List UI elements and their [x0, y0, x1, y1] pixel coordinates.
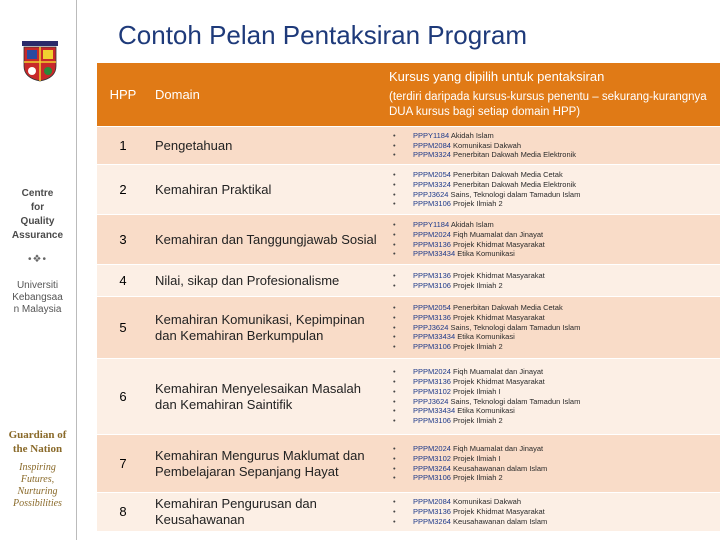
university-name: [0, 280, 75, 316]
course-code: PPPM2054: [413, 169, 451, 179]
course-title: Penerbitan Dakwah Media Cetak: [453, 303, 563, 312]
course-title: Sains, Teknologi dalam Tamadun Islam: [450, 396, 581, 406]
course-code: PPPM3106: [413, 473, 451, 483]
table-row: [97, 265, 720, 297]
domain-name: Kemahiran dan Tanggungjawab Sosial: [149, 215, 383, 265]
course-item: [393, 444, 720, 454]
course-item: [393, 170, 720, 180]
course-item: [393, 377, 720, 387]
course-list-cell: [383, 435, 720, 493]
course-code: PPPM3106: [413, 199, 451, 209]
course-code: PPPM3324: [413, 150, 451, 160]
course-title: Projek Khidmat Masyarakat: [453, 376, 545, 386]
university-line: Universiti: [16, 280, 59, 291]
course-item: [393, 507, 720, 517]
course-title: Komunikasi Dakwah: [453, 140, 521, 150]
course-item: [393, 473, 720, 483]
course-title: Keusahawanan dalam Islam: [453, 463, 548, 473]
course-code: PPPJ3624: [413, 189, 449, 199]
course-code: PPPM2024: [413, 367, 451, 377]
course-code: PPPM3136: [413, 270, 451, 280]
course-item: [393, 220, 720, 230]
course-code: PPPM3136: [413, 239, 451, 249]
table-row: [97, 359, 720, 435]
header-domain: Domain: [149, 63, 383, 127]
course-list-cell: [383, 215, 720, 265]
course-item: [393, 303, 720, 313]
course-title: Etika Komunikasi: [457, 332, 515, 342]
course-item: [393, 332, 720, 342]
guardian-line: the Nation: [12, 443, 63, 455]
course-item: [393, 141, 720, 151]
course-item: [393, 342, 720, 352]
table-header-row: [97, 63, 720, 127]
course-item: [393, 397, 720, 407]
table-row: [97, 435, 720, 493]
course-list: [383, 170, 720, 209]
table-row: [97, 165, 720, 215]
course-item: [393, 313, 720, 323]
course-title: Projek Ilmiah 2: [453, 280, 503, 290]
course-list-cell: [383, 265, 720, 297]
course-code: PPPM2084: [413, 497, 451, 507]
header-kursus-title: Kursus yang dipilih untuk pentaksiran: [389, 69, 605, 84]
course-code: PPPJ3624: [413, 322, 449, 332]
course-code: PPPM2054: [413, 303, 451, 312]
course-code: PPPM2084: [413, 140, 451, 150]
hpp-number: 1: [97, 127, 149, 165]
course-title: Penerbitan Dakwah Media Elektronik: [453, 179, 577, 189]
course-title: Projek Ilmiah 2: [453, 199, 503, 209]
course-title: Akidah Islam: [450, 219, 494, 229]
course-item: [393, 323, 720, 333]
hpp-number: 8: [97, 493, 149, 531]
inspiring-line: Futures,: [20, 474, 55, 485]
hpp-number: 5: [97, 297, 149, 359]
course-code: PPPM3106: [413, 280, 451, 290]
domain-name: Pengetahuan: [149, 127, 383, 165]
table-row: [97, 297, 720, 359]
table-body: [97, 127, 720, 531]
course-code: PPPM3106: [413, 342, 451, 352]
inspiring-line: Possibilities: [13, 498, 62, 509]
course-item: [393, 454, 720, 464]
domain-name: Kemahiran Pengurusan dan Keusahawanan: [149, 493, 383, 531]
course-item: [393, 150, 720, 160]
course-code: PPPM33434: [413, 249, 456, 259]
course-title: Penerbitan Dakwah Media Elektronik: [453, 150, 577, 160]
domain-name: Kemahiran Komunikasi, Kepimpinan dan Kemahiran Berkumpulan: [149, 297, 383, 359]
course-list: [383, 497, 720, 526]
course-code: PPPY1184: [413, 219, 450, 229]
course-title: Projek Khidmat Masyarakat: [453, 312, 545, 322]
inspiring-line: Inspiring: [19, 462, 56, 473]
sidebar-divider: [76, 0, 77, 540]
table-row: [97, 215, 720, 265]
course-code: PPPM3102: [413, 453, 451, 463]
course-code: PPPM2024: [413, 443, 451, 453]
course-item: [393, 240, 720, 250]
course-code: PPPM3102: [413, 386, 451, 396]
domain-name: Kemahiran Mengurus Maklumat dan Pembelajaran Sepanjang Hayat: [149, 435, 383, 493]
course-item: [393, 180, 720, 190]
course-item: [393, 517, 720, 527]
course-item: [393, 464, 720, 474]
course-list: [383, 444, 720, 483]
course-list-cell: [383, 493, 720, 531]
centre-line: for: [30, 202, 45, 213]
course-item: [393, 367, 720, 377]
centre-line: Assurance: [11, 230, 64, 241]
inspiring-motto: [0, 462, 75, 510]
guardian-motto: [0, 428, 75, 456]
course-code: PPPM3136: [413, 506, 451, 516]
course-title: Fiqh Muamalat dan Jinayat: [453, 229, 544, 239]
guardian-line: Guardian of: [8, 429, 67, 441]
hpp-number: 6: [97, 359, 149, 435]
course-code: PPPM33434: [413, 332, 456, 342]
university-line: Kebangsaa: [12, 292, 63, 303]
assessment-plan-table: [97, 62, 720, 531]
course-list: [383, 367, 720, 426]
course-title: Sains, Teknologi dalam Tamadun Islam: [450, 322, 581, 332]
course-title: Etika Komunikasi: [457, 406, 515, 416]
course-title: Akidah Islam: [450, 130, 494, 140]
course-title: Projek Ilmiah 2: [453, 416, 503, 426]
course-list: [383, 131, 720, 160]
course-item: [393, 249, 720, 259]
course-code: PPPM3136: [413, 376, 451, 386]
university-line: n Malaysia: [13, 304, 62, 315]
course-list: [383, 271, 720, 291]
course-item: [393, 281, 720, 291]
ornament-divider: •❖•: [28, 254, 47, 265]
course-item: [393, 271, 720, 281]
table-row: [97, 127, 720, 165]
course-title: Komunikasi Dakwah: [453, 497, 521, 507]
course-title: Projek Ilmiah I: [453, 386, 501, 396]
hpp-number: 2: [97, 165, 149, 215]
domain-name: Nilai, sikap dan Profesionalisme: [149, 265, 383, 297]
course-item: [393, 131, 720, 141]
course-title: Projek Ilmiah 2: [453, 342, 503, 352]
ukm-crest-logo: [20, 40, 60, 82]
course-item: [393, 199, 720, 209]
course-title: Projek Khidmat Masyarakat: [453, 506, 545, 516]
course-code: PPPY1184: [413, 130, 450, 140]
course-list-cell: [383, 127, 720, 165]
course-title: Sains, Teknologi dalam Tamadun Islam: [450, 189, 581, 199]
course-list-cell: [383, 359, 720, 435]
sidebar: [0, 0, 75, 540]
course-code: PPPM3264: [413, 463, 451, 473]
course-title: Projek Khidmat Masyarakat: [453, 239, 545, 249]
course-item: [393, 190, 720, 200]
course-title: Etika Komunikasi: [457, 249, 515, 259]
course-code: PPPM33434: [413, 406, 456, 416]
course-title: Penerbitan Dakwah Media Cetak: [453, 169, 563, 179]
slide-title: Contoh Pelan Pentaksiran Program: [118, 20, 528, 50]
hpp-number: 7: [97, 435, 149, 493]
course-item: [393, 416, 720, 426]
header-kursus-note: (terdiri daripada kursus-kursus penentu – sekurang-kurangnya DUA kursus bagi setiap domain HPP): [389, 91, 707, 118]
centre-quality-assurance-label: [0, 187, 75, 243]
centre-line: Centre: [21, 188, 54, 199]
course-item: [393, 387, 720, 397]
course-title: Projek Khidmat Masyarakat: [453, 270, 545, 280]
hpp-number: 3: [97, 215, 149, 265]
table-row: [97, 493, 720, 531]
course-item: [393, 406, 720, 416]
course-list-cell: [383, 165, 720, 215]
course-title: Fiqh Muamalat dan Jinayat: [453, 367, 544, 377]
course-code: PPPM3264: [413, 516, 451, 526]
course-title: Keusahawanan dalam Islam: [453, 516, 548, 526]
course-title: Fiqh Muamalat dan Jinayat: [453, 443, 544, 453]
course-code: PPPM3324: [413, 179, 451, 189]
course-title: Projek Ilmiah I: [453, 453, 501, 463]
course-title: Projek Ilmiah 2: [453, 473, 503, 483]
centre-line: Quality: [20, 216, 55, 227]
course-code: PPPM3136: [413, 312, 451, 322]
course-item: [393, 497, 720, 507]
course-code: PPPM2024: [413, 229, 451, 239]
course-list: [383, 303, 720, 352]
course-list-cell: [383, 297, 720, 359]
course-code: PPPJ3624: [413, 396, 449, 406]
hpp-number: 4: [97, 265, 149, 297]
domain-name: Kemahiran Praktikal: [149, 165, 383, 215]
domain-name: Kemahiran Menyelesaikan Masalah dan Kemahiran Saintifik: [149, 359, 383, 435]
header-kursus: [383, 63, 720, 127]
course-list: [383, 220, 720, 259]
header-hpp: HPP: [97, 63, 149, 127]
course-item: [393, 230, 720, 240]
inspiring-line: Nurturing: [17, 486, 58, 497]
course-code: PPPM3106: [413, 416, 451, 426]
